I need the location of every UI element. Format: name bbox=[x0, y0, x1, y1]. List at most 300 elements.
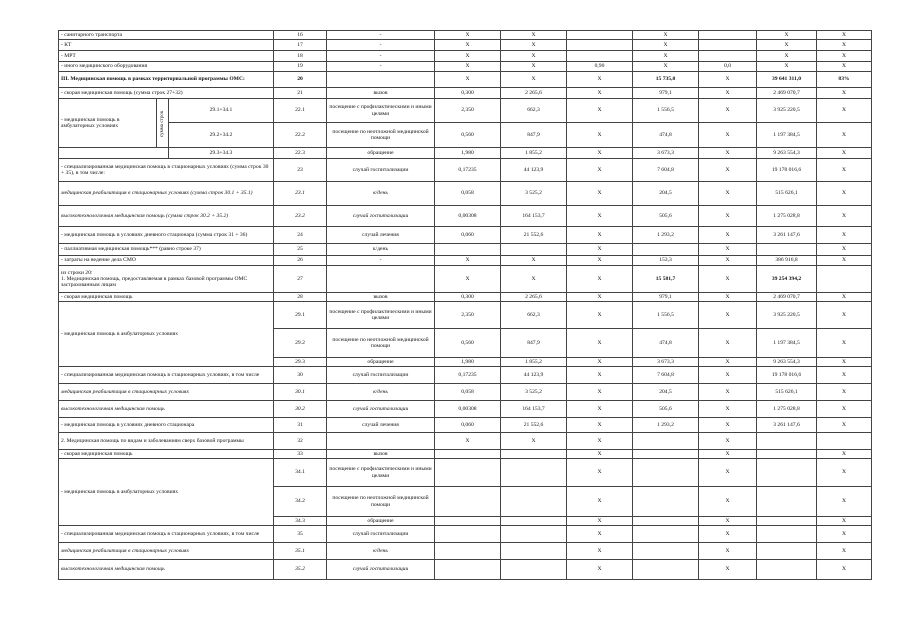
cell-c5: X bbox=[699, 384, 757, 401]
cell-c3: X bbox=[567, 72, 633, 88]
cell-c6: 3 261 147,6 bbox=[757, 418, 817, 433]
row-label: - медицинская помощь в амбулаторных условиях bbox=[59, 99, 157, 148]
cell-c6: 3 925 220,5 bbox=[757, 99, 817, 123]
cell-c2: X bbox=[501, 62, 567, 72]
cell-c5: 0,0 bbox=[699, 62, 757, 72]
cell-c6 bbox=[757, 244, 817, 256]
cell-c5: X bbox=[699, 99, 757, 123]
cell-c3: X bbox=[567, 517, 633, 526]
cell-c7: X bbox=[817, 293, 872, 302]
cell-c4: 153,3 bbox=[633, 256, 699, 266]
cell-c4: 1 293,2 bbox=[633, 418, 699, 433]
cell-c5: X bbox=[699, 206, 757, 227]
cell-c1: X bbox=[435, 51, 501, 62]
cell-c4 bbox=[633, 433, 699, 450]
row-unit: посещение с профилактическими и иными целями bbox=[327, 302, 435, 329]
cell-c3: X bbox=[567, 526, 633, 543]
cell-c7: X bbox=[817, 40, 872, 51]
row-label: высокотехнологичная медицинская помощь bbox=[59, 560, 274, 580]
row-unit: обращение bbox=[327, 148, 435, 159]
cell-c1 bbox=[435, 543, 501, 560]
cell-c1: X bbox=[435, 266, 501, 293]
row-code: 35 bbox=[274, 526, 327, 543]
cell-c7: 83% bbox=[817, 72, 872, 88]
cell-c5: X bbox=[699, 358, 757, 367]
row-label: - медицинская помощь в условиях дневного стационара (сумма строк 31 + 36) bbox=[59, 227, 274, 244]
cell-c4: 3 673,3 bbox=[633, 148, 699, 159]
row-code: 23.2 bbox=[274, 206, 327, 227]
cell-c3: X bbox=[567, 358, 633, 367]
cell-c5: X bbox=[699, 459, 757, 487]
cell-c3: X bbox=[567, 384, 633, 401]
cell-c7: X bbox=[817, 206, 872, 227]
cell-c2 bbox=[501, 450, 567, 459]
cell-c5: X bbox=[699, 293, 757, 302]
row-label: - МРТ bbox=[59, 51, 274, 62]
cell-c6 bbox=[757, 543, 817, 560]
cell-c7: X bbox=[817, 182, 872, 206]
cell-c3: X bbox=[567, 293, 633, 302]
row-sum-formula: 29.2+34.2 bbox=[169, 123, 274, 148]
cell-c2: 2 265,6 bbox=[501, 88, 567, 99]
row-code: 25 bbox=[274, 244, 327, 256]
cell-c1 bbox=[435, 487, 501, 517]
cell-c2 bbox=[501, 487, 567, 517]
row-code: 35.1 bbox=[274, 543, 327, 560]
row-unit: случай госпитализации bbox=[327, 159, 435, 182]
cell-c3: X bbox=[567, 182, 633, 206]
cell-c1: 0,300 bbox=[435, 88, 501, 99]
row-code: 22.2 bbox=[274, 123, 327, 148]
cell-c1 bbox=[435, 459, 501, 487]
cell-c2: 164 153,7 bbox=[501, 206, 567, 227]
row-label: - специализированная медицинская помощь в стационарных условиях (сумма строк 30 + 35), в том числе: bbox=[59, 159, 274, 182]
cell-c2: X bbox=[501, 256, 567, 266]
cell-c6: 39 641 311,0 bbox=[757, 72, 817, 88]
cell-c1: 1,980 bbox=[435, 358, 501, 367]
cell-c1: 2,350 bbox=[435, 302, 501, 329]
row-code: 34.1 bbox=[274, 459, 327, 487]
row-code: 22.1 bbox=[274, 99, 327, 123]
cell-c4: 1 293,2 bbox=[633, 227, 699, 244]
row-label: из строки 20: 1. Медицинская помощь, предоставляемая в рамках базовой программы ОМС застрахованным лицам bbox=[59, 266, 274, 293]
cell-c4: 474,8 bbox=[633, 329, 699, 358]
cell-c3 bbox=[567, 40, 633, 51]
cell-c2 bbox=[501, 526, 567, 543]
cell-c3: X bbox=[567, 88, 633, 99]
cell-c7: X bbox=[817, 244, 872, 256]
cell-c5: X bbox=[699, 367, 757, 384]
cell-c1: 0,060 bbox=[435, 418, 501, 433]
table-row bbox=[59, 384, 872, 401]
cell-c1: 1,980 bbox=[435, 148, 501, 159]
cell-c2: X bbox=[501, 51, 567, 62]
row-label bbox=[59, 148, 169, 159]
row-code: 33 bbox=[274, 450, 327, 459]
cell-c4: 979,1 bbox=[633, 88, 699, 99]
cell-c1: 0,300 bbox=[435, 293, 501, 302]
cell-c5: X bbox=[699, 560, 757, 580]
cell-c3: X bbox=[567, 159, 633, 182]
cell-c4: 505,6 bbox=[633, 206, 699, 227]
table-row bbox=[59, 560, 872, 580]
cell-c5: X bbox=[699, 244, 757, 256]
cell-c4: 7 604,8 bbox=[633, 367, 699, 384]
cell-c6 bbox=[757, 459, 817, 487]
cell-c7 bbox=[817, 433, 872, 450]
cell-c3: X bbox=[567, 206, 633, 227]
cell-c2: 662,3 bbox=[501, 302, 567, 329]
cell-c5 bbox=[699, 40, 757, 51]
table-row bbox=[59, 31, 872, 40]
cell-c7: X bbox=[817, 526, 872, 543]
cell-c3: X bbox=[567, 367, 633, 384]
cell-c1: 0,560 bbox=[435, 123, 501, 148]
cell-c2: X bbox=[501, 433, 567, 450]
cell-c4: 204,5 bbox=[633, 384, 699, 401]
row-unit: вызов bbox=[327, 293, 435, 302]
cell-c6: 1 197 384,5 bbox=[757, 123, 817, 148]
cell-c3: X bbox=[567, 123, 633, 148]
cell-c5: X bbox=[699, 266, 757, 293]
row-unit bbox=[327, 266, 435, 293]
cell-c4: 1 556,5 bbox=[633, 302, 699, 329]
cell-c5: X bbox=[699, 487, 757, 517]
row-unit: случай лечения bbox=[327, 227, 435, 244]
row-label: высокотехнологичная медицинская помощь bbox=[59, 401, 274, 418]
cell-c3: 0,90 bbox=[567, 62, 633, 72]
cell-c7: X bbox=[817, 450, 872, 459]
cell-c1: 0,17235 bbox=[435, 367, 501, 384]
row-unit: к/день bbox=[327, 244, 435, 256]
row-unit: случай госпитализации bbox=[327, 401, 435, 418]
row-code: 17 bbox=[274, 40, 327, 51]
cell-c6: 1 275 028,8 bbox=[757, 401, 817, 418]
cell-c1: 0,058 bbox=[435, 182, 501, 206]
cell-c2: X bbox=[501, 72, 567, 88]
row-code: 35.2 bbox=[274, 560, 327, 580]
cell-c5: X bbox=[699, 256, 757, 266]
cell-c7: X bbox=[817, 358, 872, 367]
cell-c4: 15 581,7 bbox=[633, 266, 699, 293]
cell-c2: 847,9 bbox=[501, 123, 567, 148]
table-row bbox=[59, 459, 872, 487]
cell-c7: X bbox=[817, 560, 872, 580]
cell-c2: 1 855,2 bbox=[501, 148, 567, 159]
cell-c4: 979,1 bbox=[633, 293, 699, 302]
table-row bbox=[59, 99, 872, 123]
cell-c3: X bbox=[567, 148, 633, 159]
row-label: - медицинская помощь в амбулаторных условиях bbox=[59, 302, 274, 367]
cell-c2: 21 552,6 bbox=[501, 418, 567, 433]
cell-c6: X bbox=[757, 51, 817, 62]
table-row bbox=[59, 401, 872, 418]
row-label: - КТ bbox=[59, 40, 274, 51]
cell-c3: X bbox=[567, 560, 633, 580]
row-sum-formula: 29.1+34.1 bbox=[169, 99, 274, 123]
cell-c7: X bbox=[817, 384, 872, 401]
cell-c7: X bbox=[817, 367, 872, 384]
cell-c5: X bbox=[699, 517, 757, 526]
cell-c7: X bbox=[817, 543, 872, 560]
row-label: - скорая медицинская помощь (сумма строк 27+32) bbox=[59, 88, 274, 99]
row-unit: вызов bbox=[327, 88, 435, 99]
cell-c3: X bbox=[567, 487, 633, 517]
cell-c2 bbox=[501, 459, 567, 487]
cell-c5 bbox=[699, 31, 757, 40]
cell-c5: X bbox=[699, 148, 757, 159]
row-code: 29.1 bbox=[274, 302, 327, 329]
row-label: 2. Медицинская помощь по видам и заболеваниям сверх базовой программы bbox=[59, 433, 274, 450]
cell-c6: 1 197 384,5 bbox=[757, 329, 817, 358]
row-label: медицинская реабилитация в стационарных условиях (сумма строк 30.1 + 35.1) bbox=[59, 182, 274, 206]
cell-c7: X bbox=[817, 123, 872, 148]
row-label: - иного медицинского оборудования bbox=[59, 62, 274, 72]
cell-c5: X bbox=[699, 302, 757, 329]
program-table bbox=[58, 30, 872, 580]
cell-c5 bbox=[699, 51, 757, 62]
row-code: 29.3 bbox=[274, 358, 327, 367]
row-unit: - bbox=[327, 256, 435, 266]
cell-c7: X bbox=[817, 329, 872, 358]
cell-c1 bbox=[435, 526, 501, 543]
row-code: 24 bbox=[274, 227, 327, 244]
cell-c2: X bbox=[501, 266, 567, 293]
cell-c2: 21 552,6 bbox=[501, 227, 567, 244]
cell-c6: 515 626,1 bbox=[757, 384, 817, 401]
table-body bbox=[59, 31, 872, 580]
cell-c4: 3 673,3 bbox=[633, 358, 699, 367]
cell-c4 bbox=[633, 526, 699, 543]
row-code: 34.3 bbox=[274, 517, 327, 526]
cell-c1: X bbox=[435, 31, 501, 40]
cell-c2: 662,3 bbox=[501, 99, 567, 123]
cell-c6: X bbox=[757, 31, 817, 40]
table-row bbox=[59, 72, 872, 88]
cell-c3: X bbox=[567, 418, 633, 433]
table-row bbox=[59, 182, 872, 206]
cell-c3 bbox=[567, 51, 633, 62]
row-code: 34.2 bbox=[274, 487, 327, 517]
cell-c6 bbox=[757, 526, 817, 543]
row-unit: случай госпитализации bbox=[327, 526, 435, 543]
row-unit: обращение bbox=[327, 517, 435, 526]
row-unit: обращение bbox=[327, 358, 435, 367]
cell-c7: X bbox=[817, 418, 872, 433]
cell-c3: X bbox=[567, 266, 633, 293]
cell-c3: X bbox=[567, 543, 633, 560]
cell-c6: 386 916,8 bbox=[757, 256, 817, 266]
row-unit: посещение с профилактическими и иными целями bbox=[327, 459, 435, 487]
cell-c1: 0,560 bbox=[435, 329, 501, 358]
row-code: 30 bbox=[274, 367, 327, 384]
cell-c2 bbox=[501, 244, 567, 256]
table-row bbox=[59, 450, 872, 459]
row-label: - паллиативная медицинская помощь*** (равно строке 37) bbox=[59, 244, 274, 256]
document-page bbox=[58, 30, 850, 580]
cell-c1 bbox=[435, 450, 501, 459]
cell-c4 bbox=[633, 517, 699, 526]
row-code: 30.1 bbox=[274, 384, 327, 401]
row-unit: - bbox=[327, 62, 435, 72]
cell-c1: X bbox=[435, 62, 501, 72]
cell-c1: 0,17235 bbox=[435, 159, 501, 182]
cell-c7: X bbox=[817, 51, 872, 62]
table-row bbox=[59, 526, 872, 543]
cell-c6 bbox=[757, 433, 817, 450]
row-code: 29.2 bbox=[274, 329, 327, 358]
row-unit: - bbox=[327, 51, 435, 62]
cell-c7: X bbox=[817, 62, 872, 72]
cell-c1 bbox=[435, 560, 501, 580]
row-code: 16 bbox=[274, 31, 327, 40]
cell-c4: 1 556,5 bbox=[633, 99, 699, 123]
cell-c4: X bbox=[633, 51, 699, 62]
cell-c4 bbox=[633, 450, 699, 459]
cell-c4: 7 604,8 bbox=[633, 159, 699, 182]
table-row bbox=[59, 256, 872, 266]
table-row bbox=[59, 293, 872, 302]
table-row bbox=[59, 227, 872, 244]
cell-c2: 1 855,2 bbox=[501, 358, 567, 367]
row-label: - затраты на ведение дела СМО bbox=[59, 256, 274, 266]
row-code: 27 bbox=[274, 266, 327, 293]
cell-c5: X bbox=[699, 450, 757, 459]
cell-c7: X bbox=[817, 99, 872, 123]
row-code: 23 bbox=[274, 159, 327, 182]
cell-c5: X bbox=[699, 123, 757, 148]
cell-c2: X bbox=[501, 40, 567, 51]
row-label: - специализированная медицинская помощь в стационарных условиях, в том числе bbox=[59, 526, 274, 543]
table-row bbox=[59, 148, 872, 159]
cell-c6: 19 178 016,6 bbox=[757, 159, 817, 182]
table-row bbox=[59, 51, 872, 62]
row-label: - скорая медицинская помощь bbox=[59, 450, 274, 459]
table-row bbox=[59, 159, 872, 182]
row-code: 19 bbox=[274, 62, 327, 72]
row-label: - скорая медицинская помощь bbox=[59, 293, 274, 302]
cell-c1 bbox=[435, 244, 501, 256]
cell-c3: X bbox=[567, 99, 633, 123]
cell-c1: X bbox=[435, 40, 501, 51]
cell-c6: 2 469 070,7 bbox=[757, 88, 817, 99]
row-code: 18 bbox=[274, 51, 327, 62]
row-unit: случай лечения bbox=[327, 418, 435, 433]
table-row bbox=[59, 88, 872, 99]
cell-c2: 164 153,7 bbox=[501, 401, 567, 418]
row-label: высокотехнологичная медицинская помощь (сумма строк 30.2 + 35.2) bbox=[59, 206, 274, 227]
cell-c3: X bbox=[567, 450, 633, 459]
cell-c4: X bbox=[633, 31, 699, 40]
row-unit: случай госпитализации bbox=[327, 560, 435, 580]
cell-c1 bbox=[435, 517, 501, 526]
cell-c2: 44 123,9 bbox=[501, 159, 567, 182]
cell-c6: 1 275 028,8 bbox=[757, 206, 817, 227]
cell-c4 bbox=[633, 459, 699, 487]
table-row bbox=[59, 123, 872, 148]
cell-c3: X bbox=[567, 256, 633, 266]
cell-c6: 3 261 147,6 bbox=[757, 227, 817, 244]
cell-c5: X bbox=[699, 227, 757, 244]
cell-c5: X bbox=[699, 526, 757, 543]
cell-c2: 3 525,2 bbox=[501, 182, 567, 206]
cell-c2: 2 265,6 bbox=[501, 293, 567, 302]
cell-c5: X bbox=[699, 433, 757, 450]
cell-c1: 2,350 bbox=[435, 99, 501, 123]
cell-c2 bbox=[501, 517, 567, 526]
row-label: - медицинская помощь в амбулаторных условиях bbox=[59, 459, 274, 526]
cell-c1: X bbox=[435, 433, 501, 450]
cell-c2: 44 123,9 bbox=[501, 367, 567, 384]
cell-c2 bbox=[501, 560, 567, 580]
row-unit: вызов bbox=[327, 450, 435, 459]
row-code: 30.2 bbox=[274, 401, 327, 418]
cell-c3: X bbox=[567, 433, 633, 450]
cell-c5: X bbox=[699, 401, 757, 418]
row-code: 31 bbox=[274, 418, 327, 433]
row-label: медицинская реабилитация в стационарных условиях bbox=[59, 543, 274, 560]
table-row bbox=[59, 543, 872, 560]
cell-c6: X bbox=[757, 62, 817, 72]
row-code: 22.3 bbox=[274, 148, 327, 159]
row-label: - специализированная медицинская помощь в стационарных условиях, в том числе bbox=[59, 367, 274, 384]
cell-c1: 0,058 bbox=[435, 384, 501, 401]
cell-c5: X bbox=[699, 88, 757, 99]
cell-c3 bbox=[567, 31, 633, 40]
table-row bbox=[59, 206, 872, 227]
table-row bbox=[59, 418, 872, 433]
cell-c3: X bbox=[567, 244, 633, 256]
cell-c6: 3 925 220,5 bbox=[757, 302, 817, 329]
row-code: 23.1 bbox=[274, 182, 327, 206]
cell-c5: X bbox=[699, 159, 757, 182]
cell-c5: X bbox=[699, 543, 757, 560]
cell-c3: X bbox=[567, 401, 633, 418]
cell-c6 bbox=[757, 450, 817, 459]
row-sum-formula: 29.3+34.3 bbox=[169, 148, 274, 159]
cell-c7: X bbox=[817, 148, 872, 159]
row-unit: случай госпитализации bbox=[327, 206, 435, 227]
row-unit: - bbox=[327, 31, 435, 40]
cell-c4: X bbox=[633, 62, 699, 72]
table-row bbox=[59, 244, 872, 256]
cell-c5: X bbox=[699, 72, 757, 88]
row-unit bbox=[327, 72, 435, 88]
row-unit: посещение по неотложной медицинской помощи bbox=[327, 487, 435, 517]
cell-c4 bbox=[633, 244, 699, 256]
cell-c6 bbox=[757, 517, 817, 526]
row-unit: случай госпитализации bbox=[327, 367, 435, 384]
row-unit: к/день bbox=[327, 182, 435, 206]
row-label: - медицинская помощь в условиях дневного стационара bbox=[59, 418, 274, 433]
cell-c6: 9 263 554,3 bbox=[757, 148, 817, 159]
row-label: медицинская реабилитация в стационарных условиях bbox=[59, 384, 274, 401]
cell-c4 bbox=[633, 487, 699, 517]
cell-c2: X bbox=[501, 31, 567, 40]
cell-c4: 204,5 bbox=[633, 182, 699, 206]
cell-c7: X bbox=[817, 31, 872, 40]
row-code: 28 bbox=[274, 293, 327, 302]
table-row bbox=[59, 40, 872, 51]
cell-c6: 2 469 070,7 bbox=[757, 293, 817, 302]
cell-c3: X bbox=[567, 459, 633, 487]
cell-c7: X bbox=[817, 459, 872, 487]
row-unit: к/день bbox=[327, 543, 435, 560]
row-unit: - bbox=[327, 40, 435, 51]
cell-c2: 3 525,2 bbox=[501, 384, 567, 401]
cell-c6: 19 178 016,6 bbox=[757, 367, 817, 384]
cell-c5: X bbox=[699, 418, 757, 433]
